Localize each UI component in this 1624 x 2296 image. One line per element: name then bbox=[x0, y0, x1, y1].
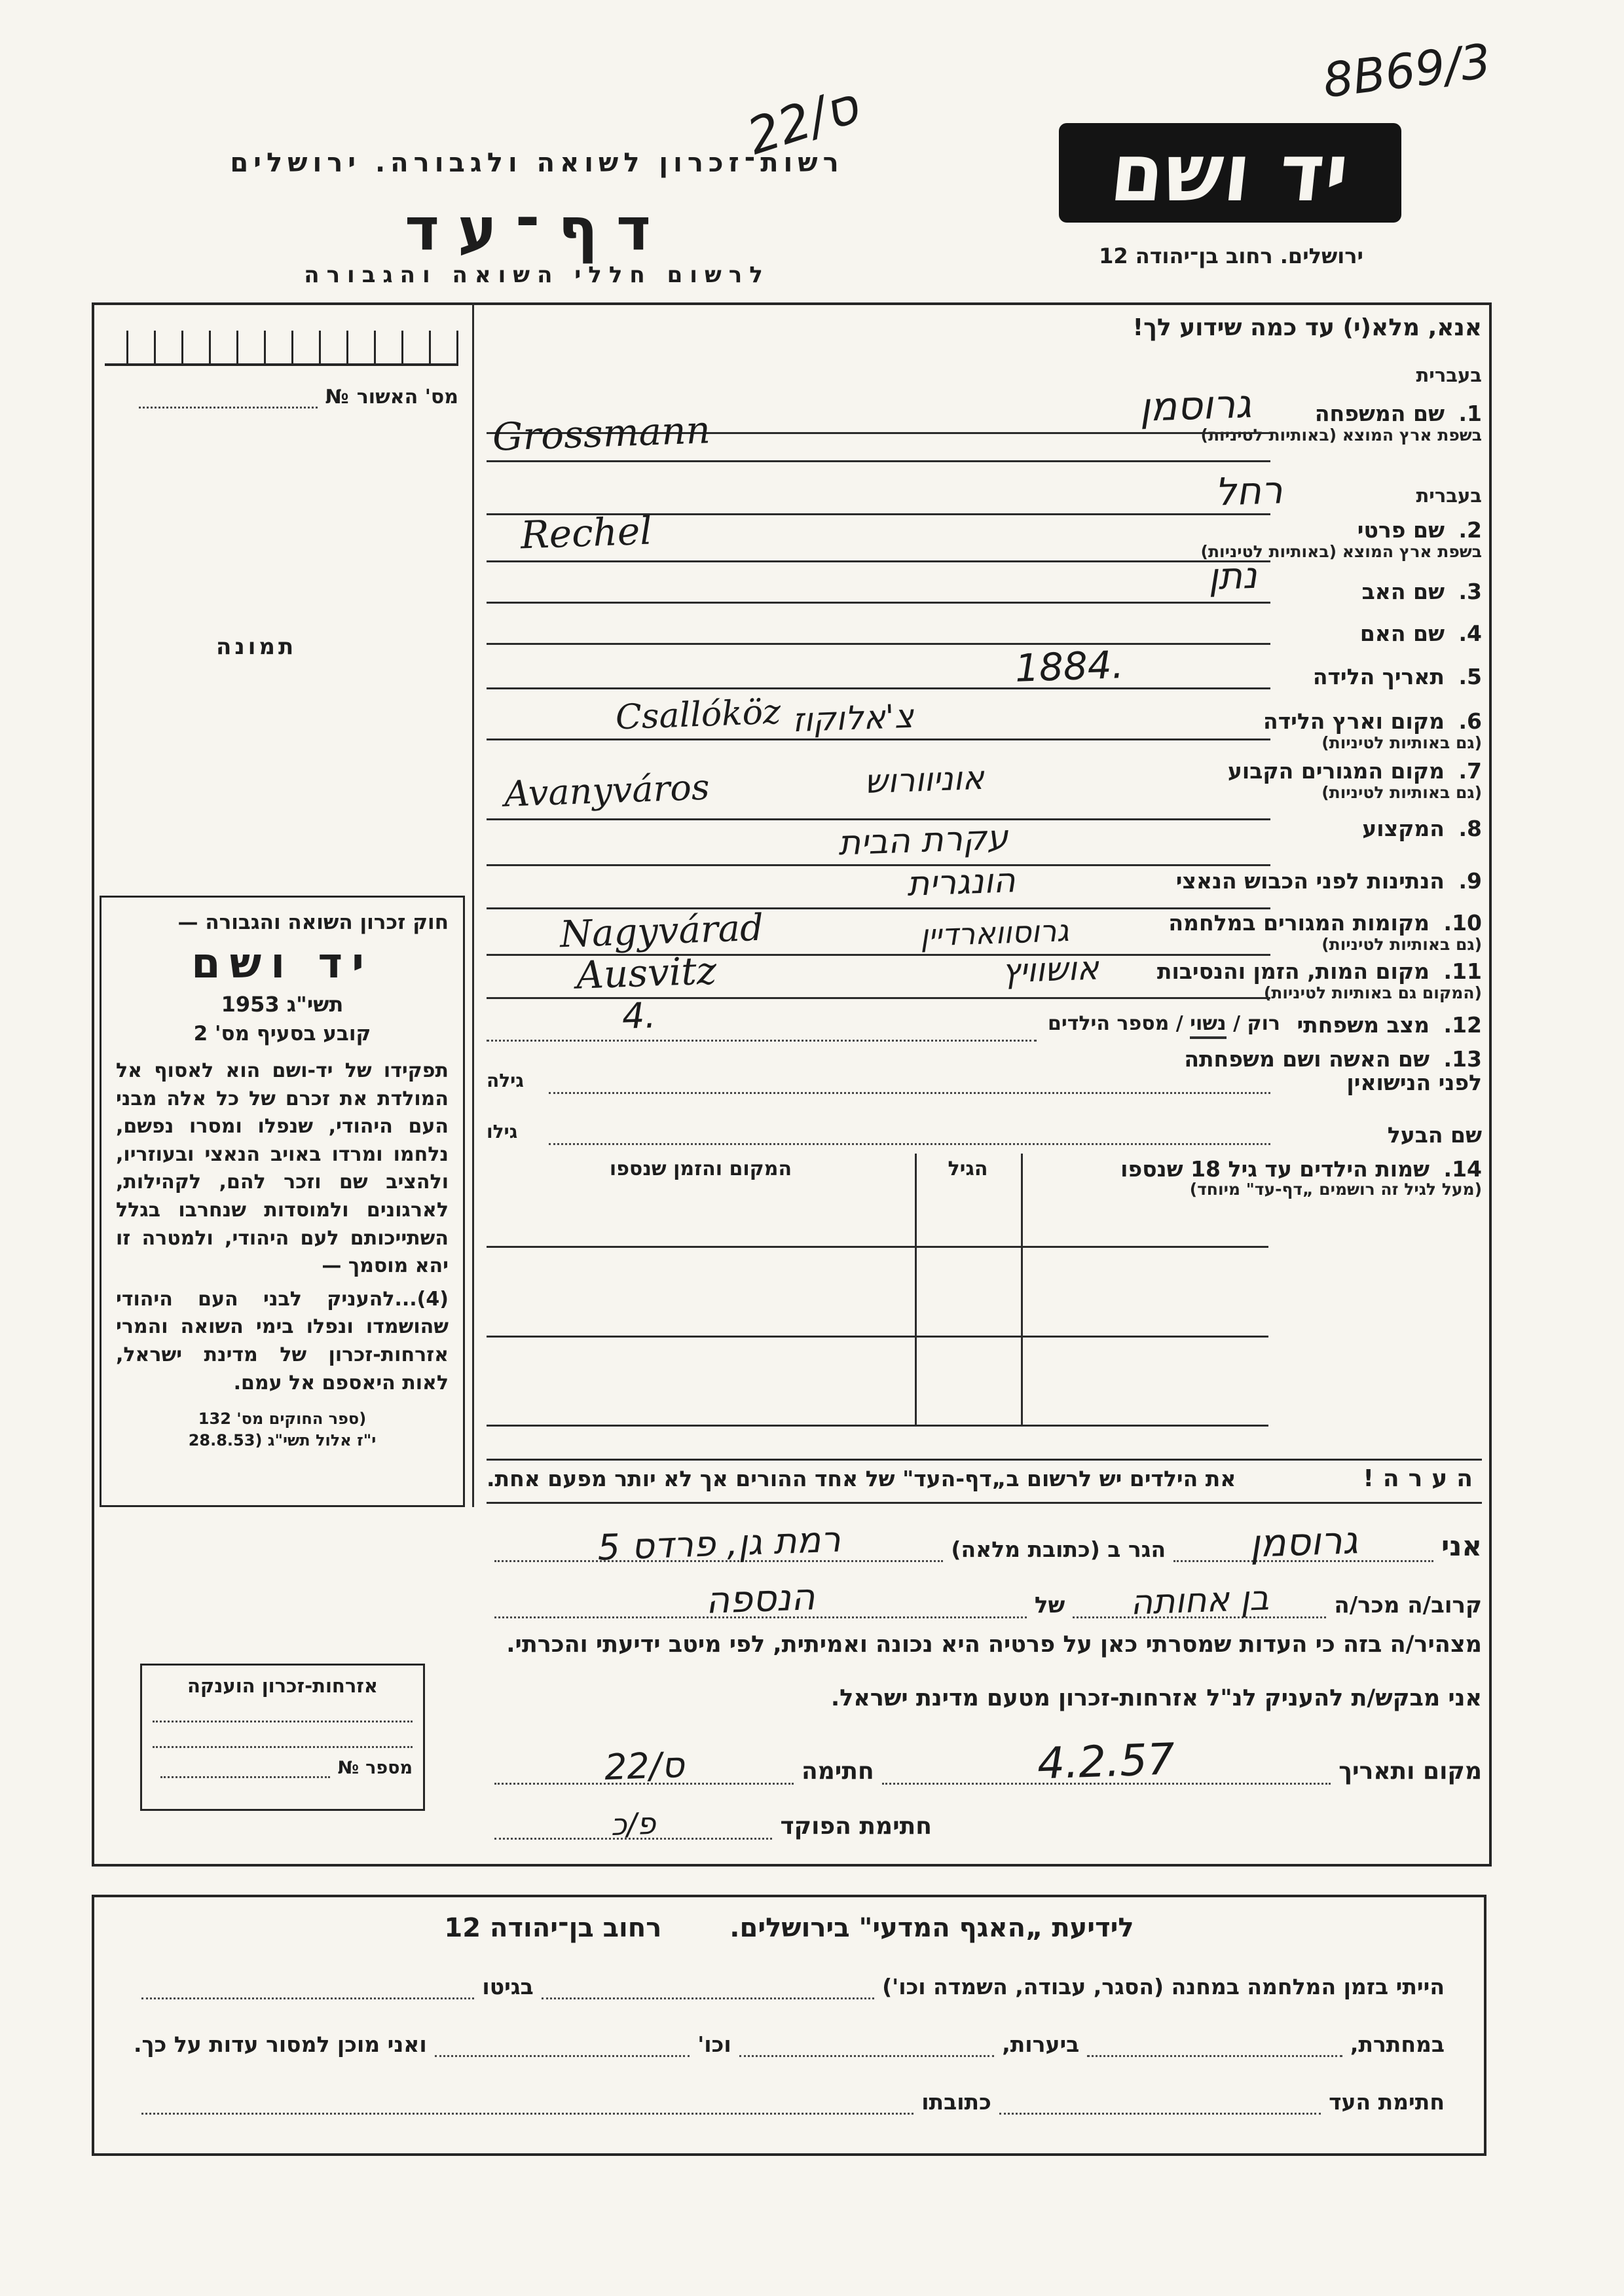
ghetto-label: בגיטו bbox=[482, 1974, 534, 1999]
citizenship-number-sign: № bbox=[337, 1758, 360, 1778]
truth-statement: מצהיר/ה בזה כי העדות שמסרתי כאן על פרטיה היא נכונה ואמיתית, לפי מיטב ידיעתי והכרתי. bbox=[506, 1631, 1482, 1658]
field-14-number: 14. bbox=[1443, 1156, 1482, 1182]
declarant-address-line bbox=[494, 1514, 943, 1569]
left-column-divider bbox=[472, 302, 474, 1507]
law-reference-1: (ספר החוקים מס' 132 bbox=[198, 1410, 367, 1429]
scientific-branch-title-row bbox=[134, 1913, 1445, 1943]
field-11-sublabel: (המקום גם באותיות לטיניות) bbox=[1263, 983, 1482, 1002]
field-8-title: המקצוע bbox=[1362, 816, 1445, 841]
field-6-sublabel: (גם באותיות לטיניות) bbox=[1321, 733, 1482, 752]
field-2-sublabel: בשפת ארץ המוצא (באותיות לטיניות) bbox=[1200, 542, 1482, 561]
field-14-sublabel: (מעל לגיל זה רושמים „דף-עד" מיוחד) bbox=[1189, 1180, 1482, 1199]
law-body-continued: (4)...להעניק לבני העם היהודי שהושמדו ונפלו בימי השואה והמרי אזרחות-זכרון של מדינת ישראל, לאות היאספם אל עמם. bbox=[116, 1287, 449, 1394]
law-clause: קובע בסעיף מס' 2 bbox=[193, 1022, 371, 1046]
field-9-label bbox=[1115, 868, 1482, 894]
ready-to-testify-label: ואני מוכן למסור עדות על כך. bbox=[134, 2032, 427, 2057]
field-3-title: שם האב bbox=[1361, 579, 1445, 604]
serial-number-ruler bbox=[105, 331, 458, 366]
field-2-label bbox=[1115, 517, 1482, 543]
citizenship-number-line bbox=[160, 1752, 330, 1778]
camp-label: הייתי בזמן המלחמה במחנה (הסגר, עבודה, השמדה וכו') bbox=[882, 1974, 1445, 1999]
of-line bbox=[494, 1573, 1027, 1622]
children-table-row-line-2 bbox=[487, 1336, 1268, 1338]
memorial-citizenship-title: אזרחות-זכרון הוענקה bbox=[187, 1675, 378, 1697]
field-9-number: 9. bbox=[1458, 868, 1482, 894]
children-table-row-line-3 bbox=[487, 1425, 1268, 1427]
declarant-address-value: רמת גן, פרדס 5 bbox=[597, 1518, 841, 1569]
field-5-number: 5. bbox=[1458, 664, 1482, 689]
yad-vashem-logo bbox=[1059, 123, 1401, 223]
field-3-number: 3. bbox=[1458, 579, 1482, 604]
family-name-hebrew-value: גרוסמן bbox=[1138, 381, 1253, 431]
law-box bbox=[100, 896, 465, 1507]
option-single: רוק bbox=[1247, 1012, 1280, 1035]
first-name-hebrew-value: רחל bbox=[1213, 467, 1283, 515]
field-7-sublabel: (גם באותיות לטיניות) bbox=[1321, 783, 1482, 802]
relation-line bbox=[1073, 1573, 1326, 1623]
yad-vashem-logo-text: יד ושם bbox=[1106, 126, 1354, 219]
birth-place-hebrew-value: צ'אלוקוז bbox=[792, 697, 915, 740]
of-value: הנספה bbox=[705, 1576, 816, 1622]
death-place-latin-value: Ausvitz bbox=[575, 948, 718, 998]
authority-name: רשות־זכרון לשואה ולגבורה. ירושלים bbox=[230, 148, 844, 178]
relation-label: קרוב/ה מכר/ה bbox=[1334, 1592, 1482, 1618]
field-10-title: מקומות המגורים במלחמה bbox=[1168, 910, 1430, 936]
field-8-line bbox=[487, 864, 1270, 866]
law-intro: חוק זכרון השואה והגבורה — bbox=[177, 911, 449, 934]
clerk-signature-row bbox=[487, 1799, 932, 1843]
field-11-label bbox=[1115, 958, 1482, 984]
field-5-line bbox=[487, 687, 1270, 689]
witness-signature-line bbox=[999, 2081, 1321, 2115]
place-date-label: מקום ותאריך bbox=[1338, 1758, 1482, 1785]
option-married: נשוי bbox=[1190, 1012, 1226, 1039]
form-title: דף־עד bbox=[405, 195, 669, 264]
field-11-number: 11. bbox=[1443, 958, 1482, 984]
declarant-name-value: גרוסמן bbox=[1248, 1518, 1359, 1566]
field-2-title: שם פרטי bbox=[1357, 517, 1445, 543]
forests-label: ביערות, bbox=[1002, 2032, 1080, 2057]
residence-hebrew-value: אוניוורוש bbox=[864, 758, 985, 801]
field-1-line-latin bbox=[487, 460, 1270, 462]
field-14-title: שמות הילדים עד גיל 18 שנספו bbox=[1120, 1156, 1430, 1182]
field-5-title: תאריך הלידה bbox=[1312, 664, 1445, 689]
note-tag: הערה! bbox=[1363, 1465, 1482, 1492]
scientific-branch-box bbox=[92, 1895, 1486, 2156]
forests-line bbox=[739, 2023, 995, 2057]
clerk-signature-line bbox=[494, 1799, 772, 1843]
field-1-title: שם המשפחה bbox=[1314, 401, 1445, 426]
scientific-branch-title: לידיעת „האגף המדעי" בירושלים. bbox=[729, 1913, 1134, 1943]
field-5-label bbox=[1115, 664, 1482, 689]
death-place-hebrew-value: אושוויץ bbox=[1001, 949, 1099, 991]
first-name-latin-value: Rechel bbox=[519, 508, 653, 558]
note-bottom-rule bbox=[487, 1502, 1482, 1504]
underground-row bbox=[134, 2023, 1445, 2057]
logo-address: ירושלים. רחוב בן־יהודה 12 bbox=[1099, 244, 1363, 268]
place-date-line bbox=[882, 1734, 1331, 1789]
field-10-number: 10. bbox=[1443, 910, 1482, 936]
father-name-value: נתן bbox=[1207, 554, 1258, 599]
family-name-latin-value: Grossmann bbox=[491, 407, 711, 460]
approval-number-line bbox=[139, 381, 318, 409]
scientific-branch-address: רחוב בן־יהודה 12 bbox=[444, 1913, 662, 1943]
field-7-number: 7. bbox=[1458, 758, 1482, 784]
field-11-line bbox=[487, 997, 1270, 999]
clerk-signature-value: פ/כ bbox=[610, 1805, 657, 1843]
citizenship-number-row bbox=[153, 1752, 413, 1778]
camp-line bbox=[542, 1965, 874, 1999]
field-6-title: מקום וארץ הלידה bbox=[1263, 708, 1445, 734]
citizenship-number-label: מספר bbox=[365, 1758, 413, 1778]
children-table-row-line-1 bbox=[487, 1246, 1268, 1248]
field-13-label bbox=[1115, 1046, 1482, 1072]
underground-line bbox=[1087, 2023, 1342, 2057]
signature-row bbox=[487, 1734, 1482, 1789]
children-table-age-header: הגיל bbox=[948, 1157, 988, 1180]
field-2-number: 2. bbox=[1458, 517, 1482, 543]
his-age-label: גילו bbox=[487, 1121, 518, 1142]
note-top-rule bbox=[487, 1459, 1482, 1461]
underground-label: במחתרת, bbox=[1350, 2032, 1445, 2057]
field-10-sublabel: (גם באותיות לטיניות) bbox=[1321, 935, 1482, 954]
number-sign: № bbox=[325, 386, 349, 409]
marital-status-options bbox=[1048, 1012, 1280, 1035]
law-name: יד ושם bbox=[191, 939, 373, 988]
handwritten-file-number: 22/ס bbox=[740, 75, 866, 166]
field-7-label bbox=[1115, 758, 1482, 784]
place-date-value: 4.2.57 bbox=[1037, 1734, 1176, 1789]
field-12-number: 12. bbox=[1443, 1012, 1482, 1038]
etc-label: וכו' bbox=[697, 2032, 731, 2057]
relation-value: בן אחותה bbox=[1129, 1578, 1270, 1623]
camp-row bbox=[134, 1965, 1445, 1999]
wartime-residence-latin-value: Nagyvárad bbox=[559, 906, 764, 957]
field-3-label bbox=[1115, 579, 1482, 604]
husband-name-title: שם הבעל bbox=[1387, 1122, 1482, 1148]
citizenship-request-statement: אני מבקש/ת להעניק לנ"ל אזרחות-זכרון מטעם מדינת ישראל. bbox=[830, 1685, 1482, 1711]
field-14-label bbox=[1115, 1156, 1482, 1182]
note-text: את הילדים יש לרשום ב„דף-העד" של אחד ההורים אך לא יותר מפעם אחת. bbox=[487, 1466, 1236, 1491]
law-body: תפקידו של יד-ושם הוא לאסוף אל המולדת את זכרם של כל אלה מבני העם היהודי, שנפלו ומסרו נפשם, נלחמו ומרדו באויב הנאצי ובעוזריו, ולהציב שם וזכר להם, לקהילות, לארגונים ולמוסדות שנחרבו בגלל השתייכותם לעם היהודי, ולמטרה זו יהא מוסמך — bbox=[116, 1059, 449, 1278]
children-table-divider-1 bbox=[915, 1154, 917, 1426]
field-4-number: 4. bbox=[1458, 621, 1482, 646]
field-11-title: מקום המות, הזמן והנסיבות bbox=[1156, 958, 1430, 984]
field-2-hebrew-label: בעברית bbox=[1416, 484, 1482, 507]
nationality-value: הונגרית bbox=[906, 861, 1016, 904]
witness-address-label: כתובתו bbox=[921, 2089, 991, 2115]
field-13-title: שם האשה ושם משפחתה bbox=[1184, 1046, 1430, 1072]
field-7-line bbox=[487, 818, 1270, 820]
birth-place-latin-value: Csallóköz bbox=[615, 692, 782, 738]
field-1-sublabel: בשפת ארץ המוצא (באותיות לטיניות) bbox=[1200, 426, 1482, 445]
field-6-line bbox=[487, 738, 1270, 740]
field-4-line bbox=[487, 643, 1270, 645]
field-1-number: 1. bbox=[1458, 401, 1482, 426]
field-13-number: 13. bbox=[1443, 1046, 1482, 1072]
i-label: אני bbox=[1441, 1530, 1482, 1562]
residence-latin-value: Avanyváros bbox=[503, 766, 710, 815]
option-separator-2: / bbox=[1175, 1012, 1183, 1035]
field-4-title: שם האם bbox=[1359, 621, 1445, 646]
clerk-signature-label: חתימת הפוקד bbox=[780, 1813, 932, 1840]
citizenship-blank-line-2 bbox=[153, 1722, 413, 1748]
children-table-place-header: המקום והזמן שנספו bbox=[609, 1157, 792, 1180]
photo-placeholder-label: תמונה bbox=[216, 634, 297, 660]
witness-signature-label: חתימת העד bbox=[1329, 2089, 1445, 2115]
field-13-title-2: לפני הנישואין bbox=[1346, 1070, 1482, 1095]
field-6-label bbox=[1115, 708, 1482, 734]
signature-line bbox=[494, 1735, 794, 1789]
relation-row bbox=[487, 1573, 1482, 1623]
fill-in-instruction: אנא, מלא(י) עד כמה שידוע לך! bbox=[1132, 314, 1482, 341]
of-label: של bbox=[1034, 1592, 1065, 1618]
handwritten-registry-number: 8B69/3 bbox=[1320, 33, 1494, 109]
option-children-count: מספר הילדים bbox=[1048, 1012, 1170, 1035]
field-1-hebrew-label: בעברית bbox=[1416, 364, 1482, 386]
field-2-line-latin bbox=[487, 560, 1270, 562]
law-reference-2: י"ז אלול תשי"ג (28.8.53 bbox=[188, 1431, 377, 1450]
declarant-name-line bbox=[1173, 1514, 1433, 1566]
signature-value: ס/22 bbox=[603, 1743, 685, 1789]
citizenship-blank-line-1 bbox=[153, 1697, 413, 1722]
birth-date-value: 1884. bbox=[1014, 642, 1125, 691]
witness-address-line bbox=[141, 2081, 913, 2115]
field-12-title: מצב משפחתי bbox=[1297, 1012, 1430, 1038]
field-12-line bbox=[487, 1040, 1037, 1042]
field-8-number: 8. bbox=[1458, 816, 1482, 841]
children-table-divider-2 bbox=[1021, 1154, 1023, 1426]
profession-value: עקרת הבית bbox=[838, 818, 1009, 864]
field-3-line bbox=[487, 602, 1270, 604]
signature-label: חתימה bbox=[802, 1758, 874, 1785]
field-6-number: 6. bbox=[1458, 708, 1482, 734]
husband-name-line bbox=[549, 1143, 1270, 1145]
etc-line bbox=[435, 2023, 690, 2057]
witness-signature-row bbox=[134, 2081, 1445, 2115]
ghetto-line bbox=[141, 1965, 474, 1999]
approval-number-row bbox=[131, 381, 458, 409]
option-separator-1: / bbox=[1233, 1012, 1241, 1035]
form-subtitle: לרשום חללי השואה והגבורה bbox=[304, 262, 770, 288]
field-9-title: הנתינות לפני הכבוש הנאצי bbox=[1175, 868, 1445, 894]
address-label: הגר ב (כתובת מלאה) bbox=[951, 1537, 1166, 1562]
children-count-value: 4. bbox=[621, 994, 657, 1037]
declarant-row bbox=[487, 1514, 1482, 1569]
wartime-residence-hebrew-value: גרוסווארדיין bbox=[919, 913, 1070, 953]
law-year: תשי"ג 1953 bbox=[221, 992, 344, 1017]
note-row bbox=[487, 1465, 1482, 1492]
wife-name-line bbox=[549, 1092, 1270, 1094]
her-age-label: גילה bbox=[487, 1070, 524, 1091]
field-10-label bbox=[1115, 910, 1482, 936]
memorial-citizenship-box bbox=[140, 1664, 425, 1811]
field-9-line bbox=[487, 907, 1270, 909]
field-7-title: מקום המגורים הקבוע bbox=[1227, 758, 1445, 784]
approval-number-label: מס' האשור bbox=[356, 386, 458, 409]
